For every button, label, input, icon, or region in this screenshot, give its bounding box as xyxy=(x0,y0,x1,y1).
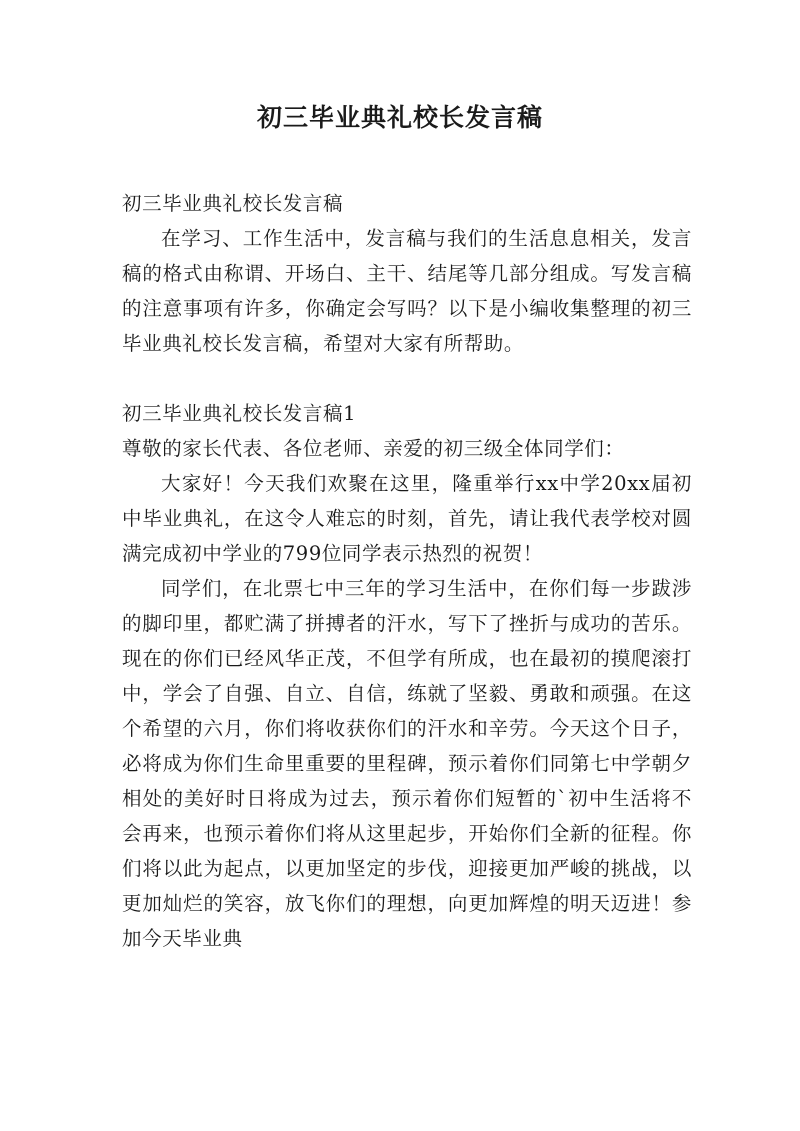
document-title: 初三毕业典礼校长发言稿 xyxy=(256,103,543,132)
document-body xyxy=(122,186,692,956)
body-paragraph-1: 大家好！今天我们欢聚在这里，隆重举行xx中学20xx届初中毕业典礼，在这令人难忘的时刻，首先，请让我代表学校对圆满完成初中学业的799位同学表示热烈的祝贺！ xyxy=(122,472,692,565)
salutation: 尊敬的家长代表、各位老师、亲爱的初三级全体同学们： xyxy=(122,437,625,460)
paragraph-gap xyxy=(122,361,692,396)
body-paragraph-2: 同学们，在北票七中三年的学习生活中，在你们每一步跋涉的脚印里，都贮满了拼搏者的汗水，写下了挫折与成功的苦乐。现在的你们已经风华正茂，不但学有所成，也在最初的摸爬滚打中，学会了自强、自立、自信，练就了坚毅、勇敢和顽强。在这个希望的六月，你们将收获你们的汗水和辛劳。今天这个日子，必将成为你们生命里重要的里程碑，预示着你们同第七中学朝夕相处的美好时日将成为过去，预示着你们短暂的`初中生活将不会再来，也预示着你们将从这里起步，开始你们全新的征程。你们将以此为起点，以更加坚定的步伐，迎接更加严峻的挑战，以更加灿烂的笑容，放飞你们的理想，向更加辉煌的明天迈进！参加今天毕业典 xyxy=(122,577,692,950)
section-heading: 初三毕业典礼校长发言稿1 xyxy=(122,402,357,425)
document-subtitle: 初三毕业典礼校长发言稿 xyxy=(122,192,344,215)
intro-paragraph: 在学习、工作生活中，发言稿与我们的生活息息相关，发言稿的格式由称谓、开场白、主干、结尾等几部分组成。写发言稿的注意事项有许多，你确定会写吗？以下是小编收集整理的初三毕业典礼校长发言稿，希望对大家有所帮助。 xyxy=(122,227,692,355)
